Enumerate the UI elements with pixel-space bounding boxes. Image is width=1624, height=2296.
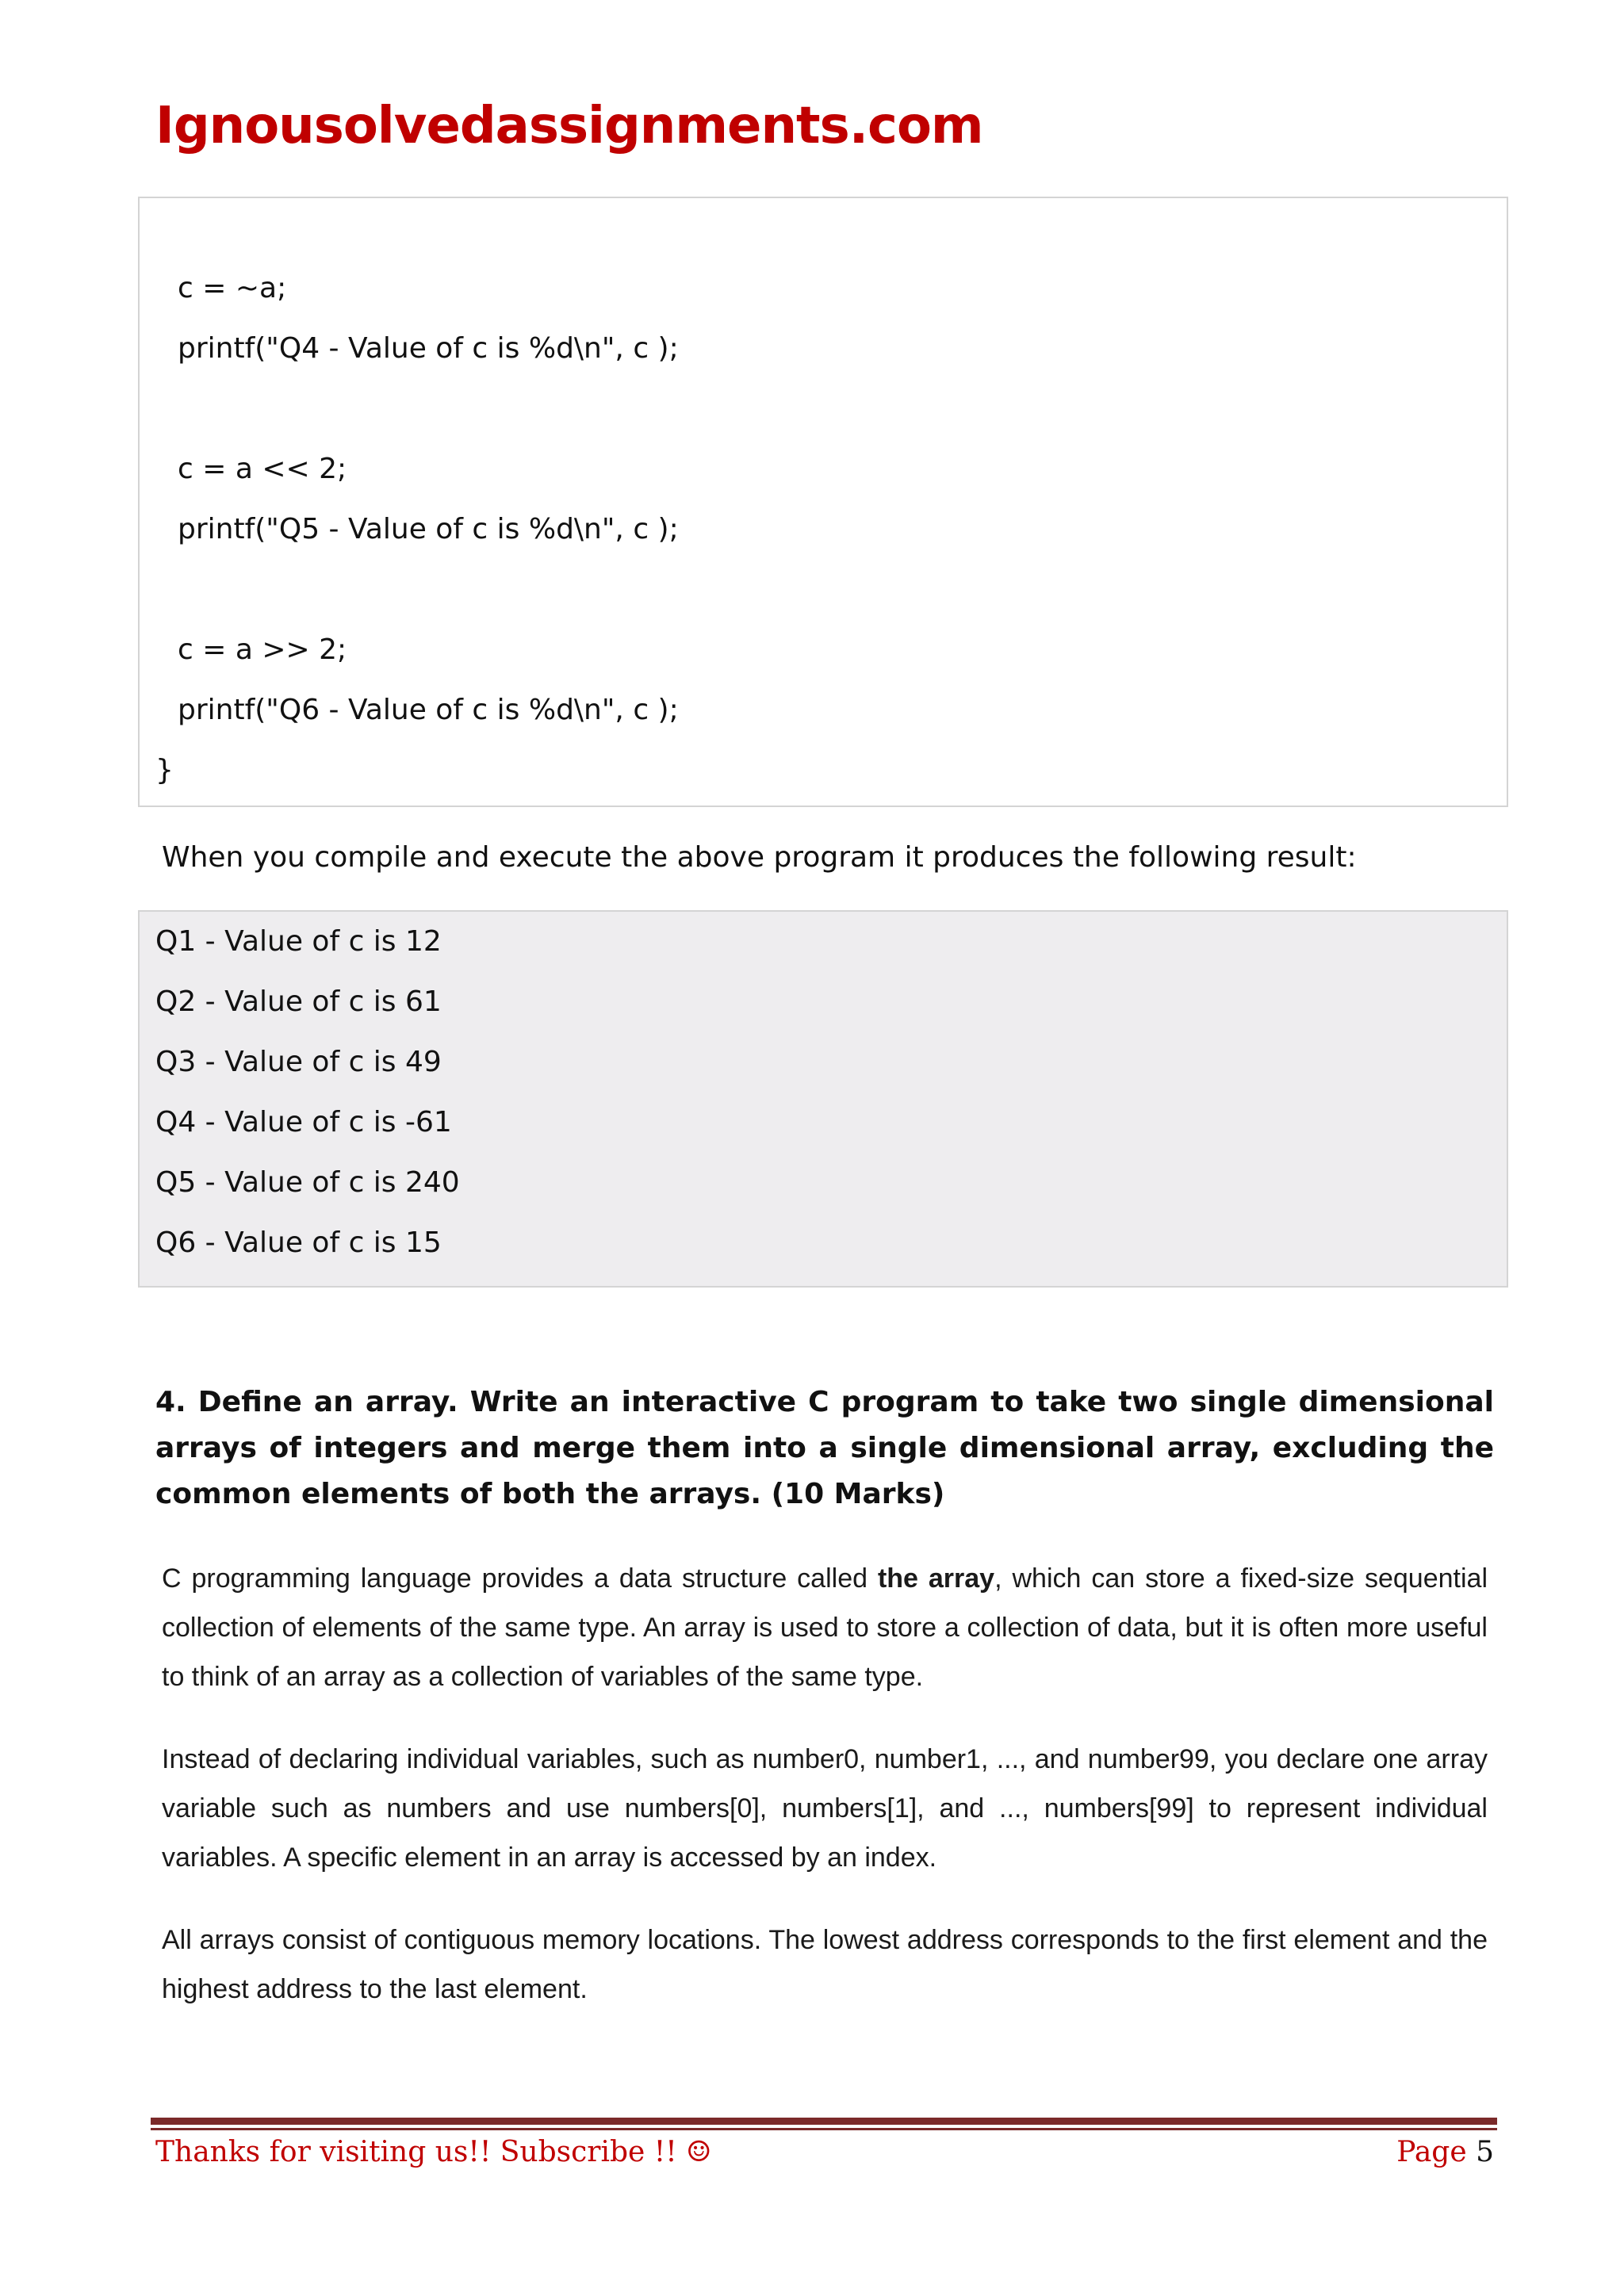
page-label: Page	[1396, 2136, 1467, 2168]
intro-text: When you compile and execute the above program it produces the following result:	[162, 841, 1357, 874]
code-line: printf("Q4 - Value of c is %d\n", c );	[178, 332, 679, 365]
output-line: Q4 - Value of c is -61	[155, 1106, 452, 1138]
footer-divider	[151, 2118, 1497, 2125]
paragraph-array-definition	[162, 1554, 1488, 1701]
footer-subscribe-text: Thanks for visiting us!! Subscribe !! ☺	[155, 2136, 712, 2168]
output-line: Q2 - Value of c is 61	[155, 985, 442, 1018]
paragraph-array-memory: All arrays consist of contiguous memory locations. The lowest address corresponds to the first element and the highest address to the last element.	[162, 1925, 1488, 2004]
paragraph-text: C programming language provides a data structure called	[162, 1563, 878, 1594]
paragraph-array-usage: Instead of declaring individual variables, such as number0, number1, ..., and number99, you declare one array variable such as numbers and use numbers[0], numbers[1], and ..., numbers[99] to represent individual variables. A specific element in an array is accessed by an index.	[162, 1744, 1488, 1873]
code-block	[138, 197, 1508, 807]
output-line: Q1 - Value of c is 12	[155, 925, 442, 958]
code-line: c = a >> 2;	[178, 633, 347, 666]
code-line: c = a << 2;	[178, 453, 347, 485]
output-line: Q6 - Value of c is 15	[155, 1226, 442, 1259]
code-line: printf("Q5 - Value of c is %d\n", c );	[178, 513, 679, 545]
question-heading: 4. Define an array. Write an interactive C program to take two single dimensional arrays of integers and merge them into a single dimensional array, excluding the common elements of both the arrays. (10 Marks)	[155, 1386, 1494, 1510]
output-line: Q3 - Value of c is 49	[155, 1046, 442, 1078]
code-line: c = ~a;	[178, 272, 287, 304]
paragraph-text: , which can store a fixed-size sequential collection of elements of the same type. An array is used to store a collection of data, but it is often more useful to think of an array as a collection of variables of the same type.	[162, 1563, 1488, 1692]
output-line: Q5 - Value of c is 240	[155, 1166, 460, 1199]
page-number-value: 5	[1476, 2136, 1494, 2168]
code-line: printf("Q6 - Value of c is %d\n", c );	[178, 694, 679, 726]
footer-divider-thin	[151, 2128, 1497, 2130]
site-title: Ignousolvedassignments.com	[155, 97, 983, 155]
page-number	[1396, 2133, 1494, 2172]
code-line: }	[155, 754, 174, 786]
output-block	[138, 910, 1508, 1288]
bold-term: the array	[877, 1563, 995, 1594]
